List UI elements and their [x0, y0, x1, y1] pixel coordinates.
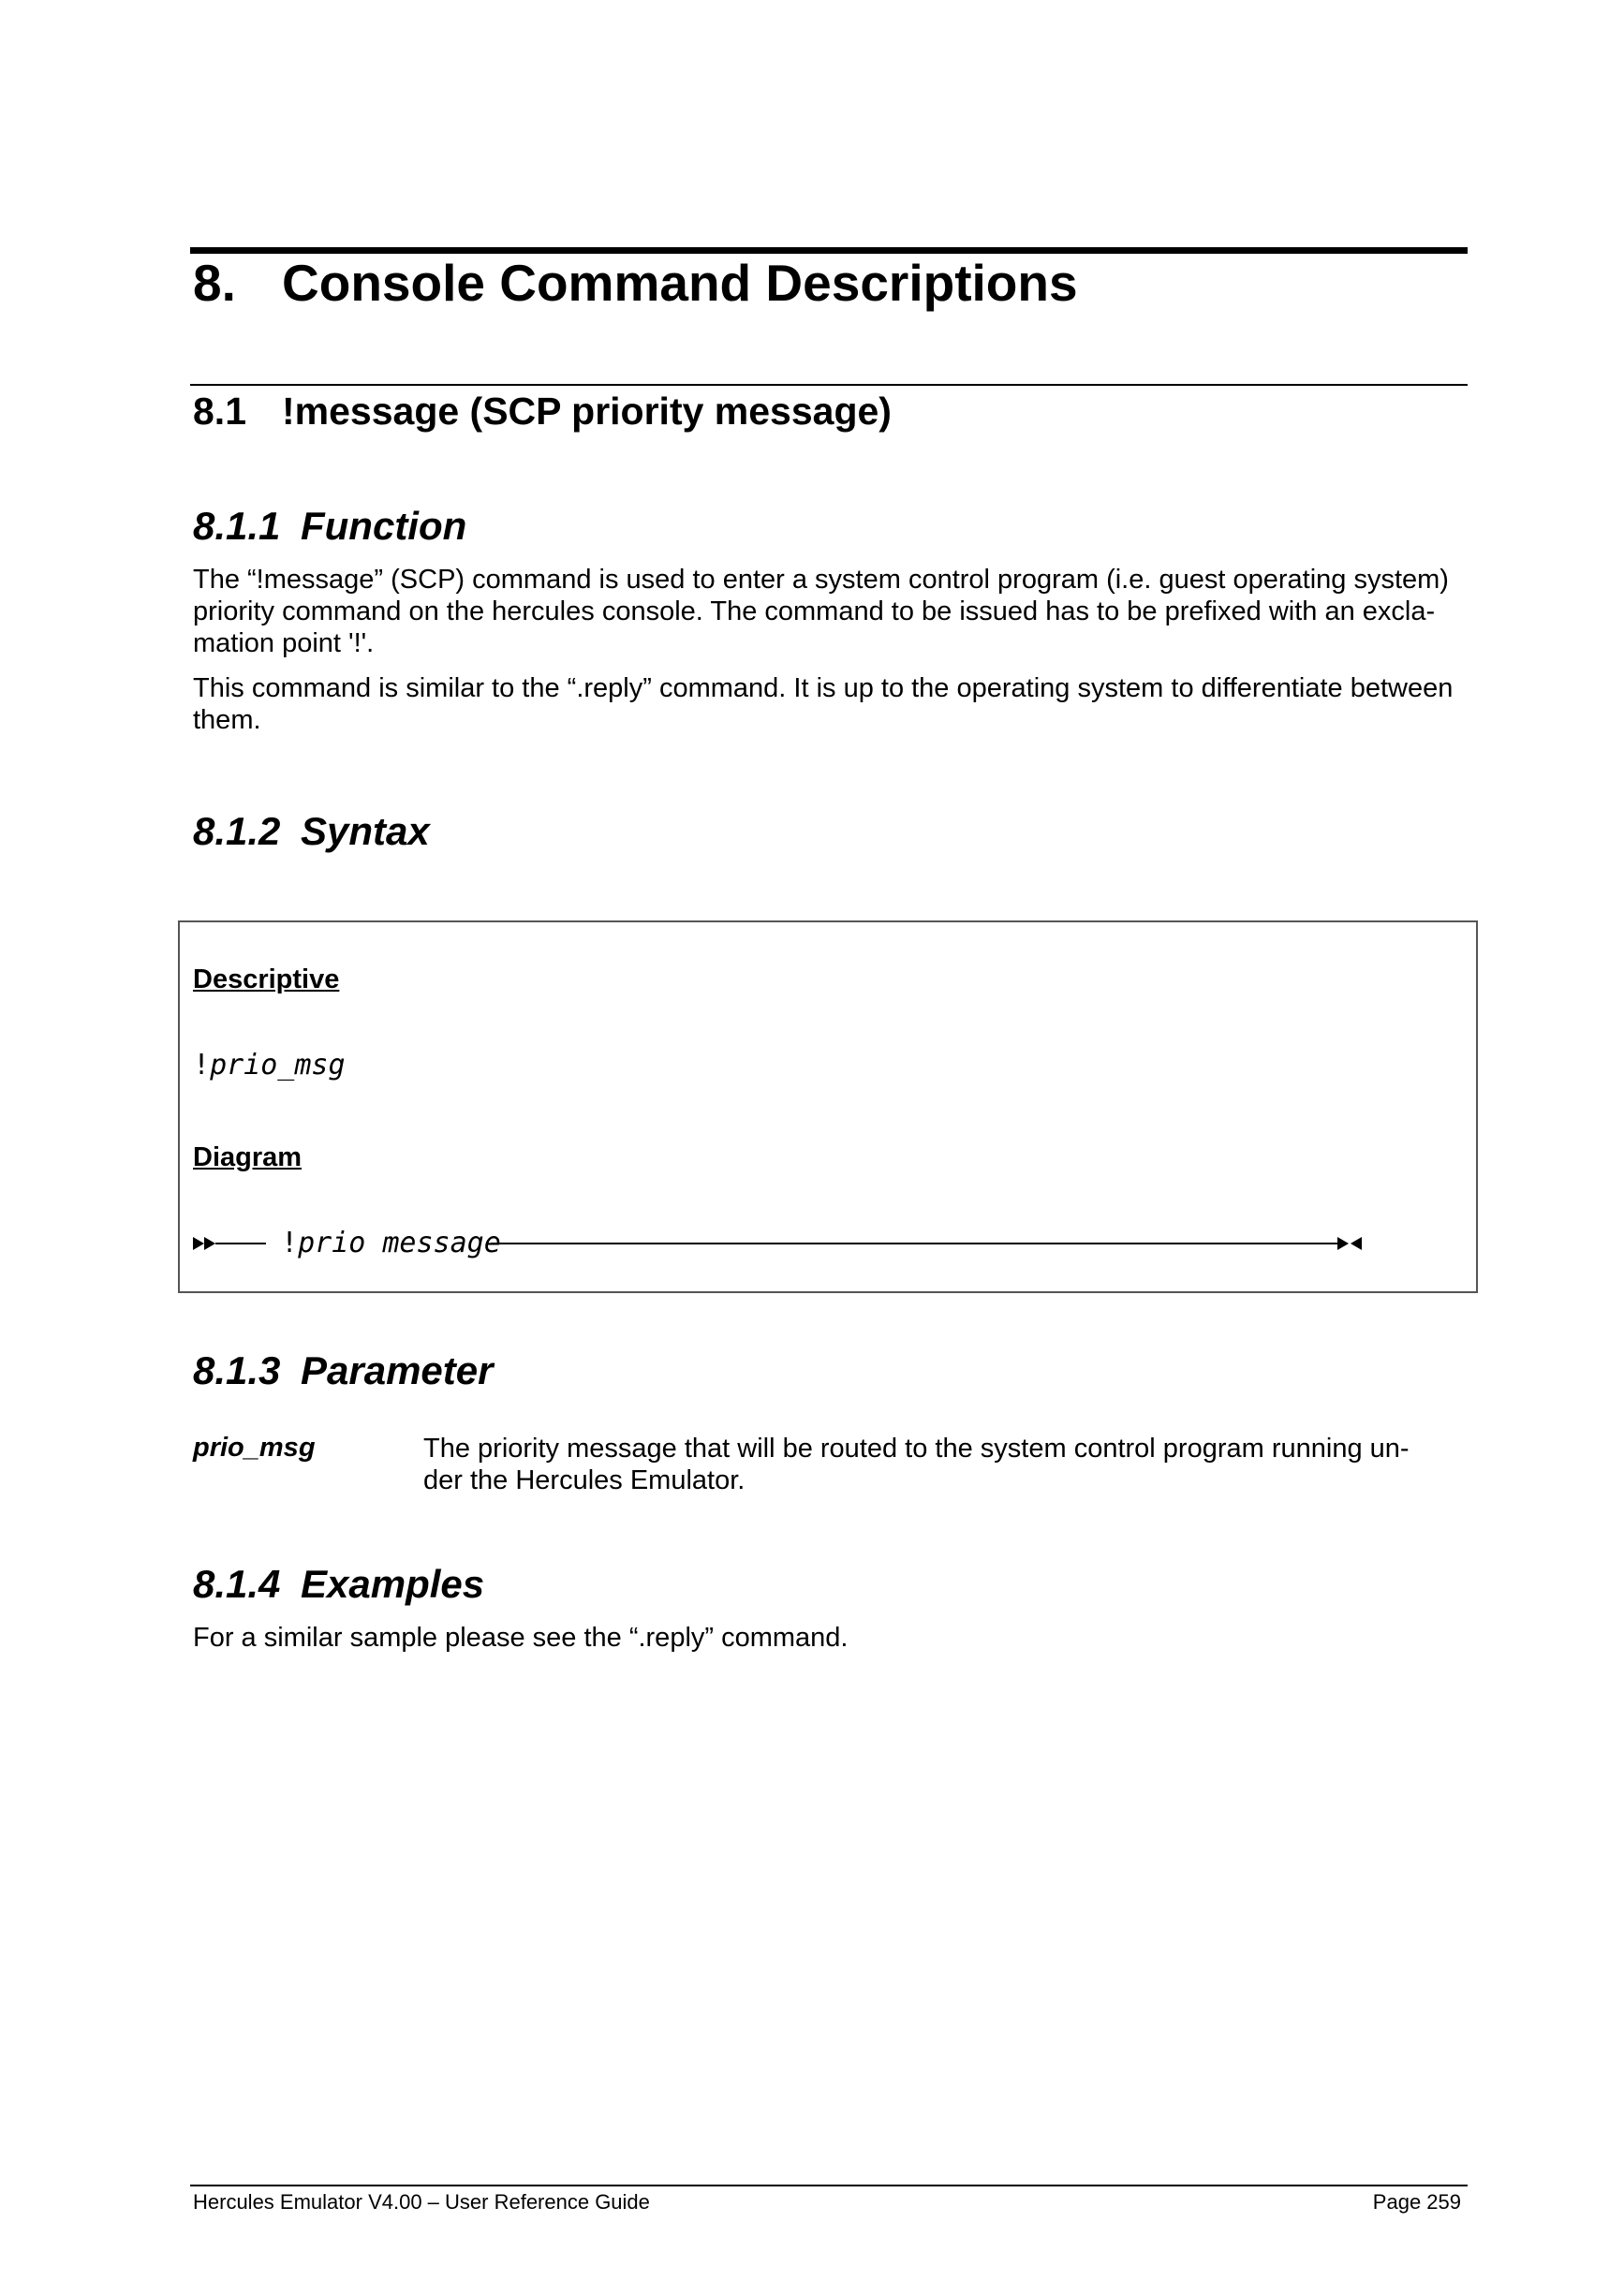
examples-number: 8.1.4 [193, 1562, 281, 1606]
diagram-text [281, 1227, 501, 1259]
chapter-heading [193, 253, 1078, 313]
chapter-title: Console Command Descriptions [282, 254, 1078, 312]
diagram-param: prio message [298, 1227, 501, 1259]
end-arrow-icon [1337, 1237, 1349, 1250]
descriptive-label: Descriptive [193, 964, 340, 994]
function-heading [193, 504, 466, 549]
examples-title: Examples [301, 1562, 485, 1606]
chapter-number: 8. [193, 254, 236, 312]
syntax-title: Syntax [301, 809, 430, 853]
footer-document-title: Hercules Emulator V4.00 – User Reference Guide [193, 2190, 650, 2214]
function-title: Function [301, 504, 467, 548]
function-paragraph-1: The “!message” (SCP) command is used to enter a system control program (i.e. guest operating system) priority command on the hercules console. The command to be issued has to be prefixed with an excla-mation point '!'. [193, 565, 1449, 658]
parameter-name: prio_msg [193, 1433, 316, 1463]
start-arrow-icon [204, 1237, 215, 1250]
parameter-title: Parameter [301, 1348, 494, 1392]
section-number: 8.1 [193, 390, 246, 433]
function-number: 8.1.1 [193, 504, 281, 548]
examples-heading [193, 1562, 484, 1607]
syntax-heading [193, 809, 430, 854]
end-arrow-icon [1351, 1237, 1362, 1250]
section-rule [190, 384, 1468, 386]
diagram-label: Diagram [193, 1142, 303, 1172]
descriptive-param: prio_msg [210, 1049, 346, 1082]
function-paragraph-2: This command is similar to the “.reply” command. It is up to the operating system to differentiate between them. [193, 673, 1454, 735]
footer-rule [190, 2185, 1468, 2186]
section-title: !message (SCP priority message) [282, 390, 892, 433]
syntax-number: 8.1.2 [193, 809, 281, 853]
examples-text: For a similar sample please see the “.reply” command. [193, 1623, 849, 1653]
footer-page-number: Page 259 [1372, 2190, 1461, 2214]
section-heading [193, 390, 892, 434]
parameter-number: 8.1.3 [193, 1348, 281, 1392]
descriptive-prefix: ! [193, 1049, 211, 1082]
start-arrow-icon [193, 1237, 204, 1250]
syntax-diagram [193, 1227, 1373, 1260]
descriptive-syntax [193, 1049, 346, 1082]
diagram-prefix: ! [281, 1227, 299, 1259]
parameter-description: The priority message that will be routed to the system control program running un-der the Hercules Emulator. [423, 1434, 1410, 1495]
parameter-heading [193, 1348, 493, 1393]
